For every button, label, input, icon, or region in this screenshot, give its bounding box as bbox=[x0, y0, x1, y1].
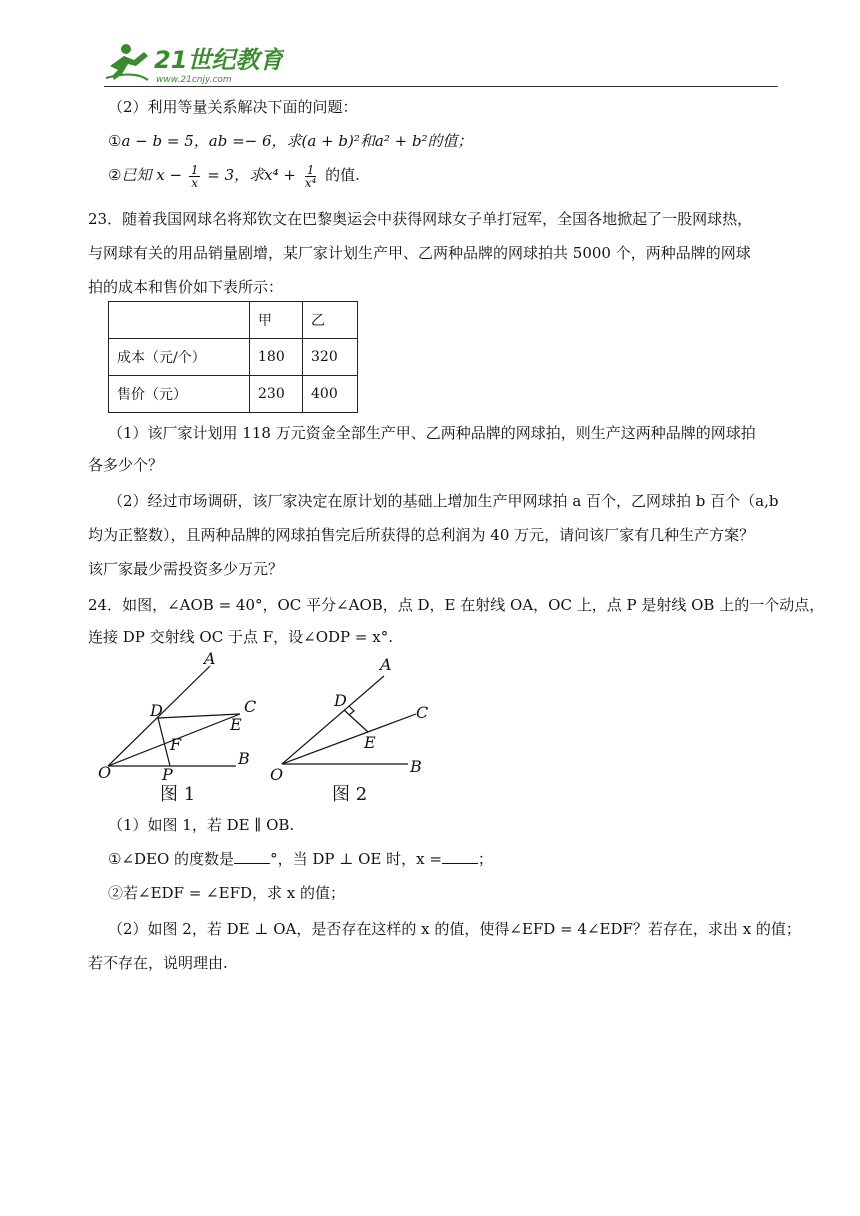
q22-item2-fraction2 bbox=[303, 164, 319, 189]
fig1-label-c: C bbox=[244, 697, 257, 716]
fig1-label-o: O bbox=[98, 763, 112, 782]
q24-part1-item1-text-a: ①∠DEO 的度数是 bbox=[108, 850, 235, 868]
q23-part2-line2: 均为正整数），且两种品牌的网球拍售完后所获得的总利润为 40 万元，请问该厂家有几种生产方案？ bbox=[88, 526, 755, 544]
fig1-label-a: A bbox=[204, 649, 216, 668]
q23-line2: 与网球有关的用品销量剧增，某厂家计划生产甲、乙两种品牌的网球拍共 5000 个，两种品牌的网球 bbox=[88, 244, 751, 262]
segment-de bbox=[158, 714, 240, 718]
q24-part1-item1 bbox=[108, 848, 493, 869]
q24-part2-line2: 若不存在，说明理由. bbox=[88, 954, 228, 972]
right-angle-mark bbox=[349, 706, 354, 715]
table-cell: 成本（元/个） bbox=[109, 339, 250, 376]
table-cell: 甲 bbox=[250, 302, 303, 339]
table-cell: 230 bbox=[250, 376, 303, 413]
answer-blank[interactable] bbox=[442, 849, 478, 864]
q22-item2-fraction bbox=[189, 164, 201, 189]
figure-2 bbox=[282, 676, 416, 764]
price-table bbox=[108, 301, 358, 413]
segment-de bbox=[344, 710, 368, 732]
q23-line1: 23．随着我国网球名将郑钦文在巴黎奥运会中获得网球女子单打冠军，全国各地掀起了一股网球热， bbox=[88, 210, 753, 228]
q23-part1-line1: （1）该厂家计划用 118 万元资金全部生产甲、乙两种品牌的网球拍，则生产这两种品牌的网球拍 bbox=[108, 424, 756, 442]
q23-part1-line2: 各多少个？ bbox=[88, 456, 164, 474]
table-row bbox=[109, 339, 358, 376]
q24-part1-item1-text-b: °，当 DP ⊥ OE 时，x = bbox=[270, 850, 442, 868]
fig2-caption: 图 2 bbox=[332, 784, 368, 805]
fig1-label-d: D bbox=[150, 701, 163, 720]
q22-item1-num: ① bbox=[108, 132, 122, 150]
q24-part1-intro: （1）如图 1，若 DE ∥ OB. bbox=[108, 816, 295, 834]
logo-url: www.21cnjy.com bbox=[156, 75, 232, 85]
table-cell: 乙 bbox=[303, 302, 358, 339]
q23-part2-line1: （2）经过市场调研，该厂家决定在原计划的基础上增加生产甲网球拍 a 百个，乙网球拍 b 百个（a,b bbox=[108, 492, 779, 510]
fig1-label-b: B bbox=[238, 749, 250, 768]
q23-line3: 拍的成本和售价如下表所示： bbox=[88, 278, 284, 296]
fraction-numerator: 1 bbox=[306, 162, 315, 177]
runner-icon bbox=[106, 44, 148, 80]
table-row bbox=[109, 376, 358, 413]
q24-line2: 连接 DP 交射线 OC 于点 F，设∠ODP = x°. bbox=[88, 628, 393, 646]
q22-part2-intro: （2）利用等量关系解决下面的问题： bbox=[108, 98, 358, 116]
fig2-label-d: D bbox=[334, 691, 347, 710]
logo bbox=[104, 40, 284, 86]
fig1-label-f: F bbox=[170, 735, 182, 754]
q24-part1-item1-text-c: ； bbox=[477, 850, 493, 868]
table-header-row bbox=[109, 302, 358, 339]
fig1-caption: 图 1 bbox=[160, 784, 196, 805]
fig2-label-e: E bbox=[364, 733, 376, 752]
fig1-label-p: P bbox=[162, 765, 173, 784]
q22-item1 bbox=[108, 130, 473, 151]
page-header bbox=[0, 0, 860, 90]
q22-item2-pre: 已知 x − bbox=[121, 166, 183, 184]
q22-item2-num: ② bbox=[108, 166, 122, 184]
fraction-denominator: x⁴ bbox=[304, 175, 317, 190]
fig2-label-c: C bbox=[416, 703, 429, 722]
table-cell: 320 bbox=[303, 339, 358, 376]
q22-item1-expr: a − b = 5，ab =− 6，求(a + b)²和a² + b²的值； bbox=[121, 132, 473, 150]
logo-text: 21世纪教育 bbox=[154, 46, 284, 74]
table-cell: 400 bbox=[303, 376, 358, 413]
fig2-label-o: O bbox=[270, 765, 284, 784]
q23-part2-line3: 该厂家最少需投资多少万元？ bbox=[88, 560, 284, 578]
q24-part2-line1: （2）如图 2，若 DE ⊥ OA，是否存在这样的 x 的值，使得∠EFD = 4∠EDF？若存在，求出 x 的值； bbox=[108, 920, 801, 938]
answer-blank[interactable] bbox=[234, 849, 270, 864]
q24-part1-item2: ②若∠EDF = ∠EFD，求 x 的值； bbox=[108, 884, 346, 902]
q22-item2 bbox=[108, 160, 360, 190]
q24-line1: 24．如图，∠AOB = 40°，OC 平分∠AOB，点 D，E 在射线 OA，OC 上，点 P 是射线 OB 上的一个动点， bbox=[88, 596, 825, 614]
table-cell: 售价（元） bbox=[109, 376, 250, 413]
fig1-label-e: E bbox=[230, 715, 242, 734]
table-cell: 180 bbox=[250, 339, 303, 376]
fig2-label-a: A bbox=[380, 655, 392, 674]
header-divider bbox=[104, 86, 778, 87]
fraction-numerator: 1 bbox=[190, 162, 199, 177]
ray-oc bbox=[282, 714, 416, 764]
fraction-denominator: x bbox=[191, 175, 199, 190]
q22-item2-mid: = 3，求x⁴ + bbox=[207, 166, 296, 184]
q22-item2-post: 的值. bbox=[325, 166, 360, 184]
geometry-figures bbox=[98, 648, 448, 808]
fig2-label-b: B bbox=[410, 757, 422, 776]
table-cell bbox=[109, 302, 250, 339]
